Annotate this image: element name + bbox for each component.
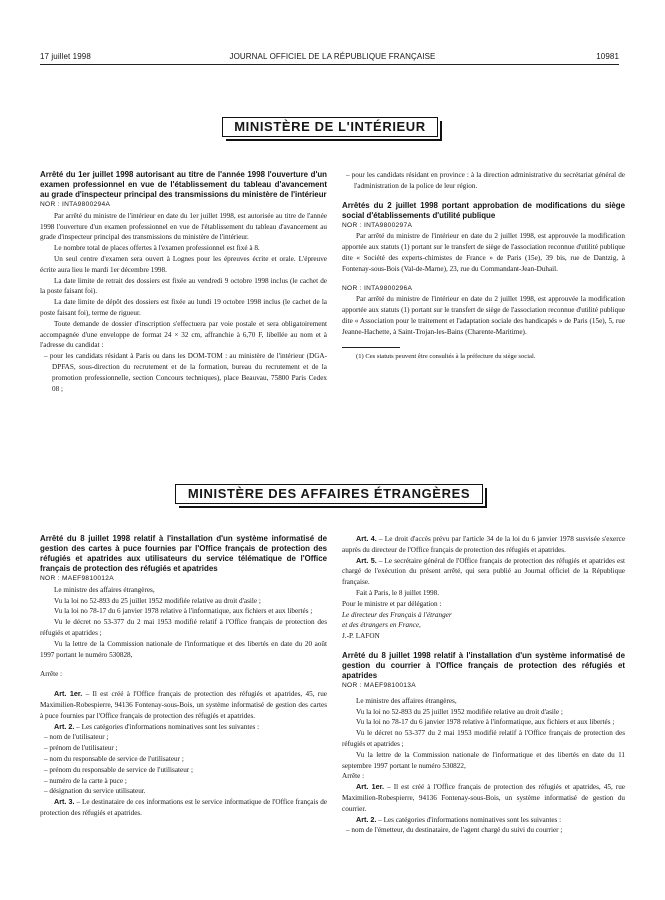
article <box>342 534 625 556</box>
paragraph: Par arrêté du ministre de l'intérieur en date du 1er juillet 1998, est autorisée au titre de l'année 1998 l'ouverture d'un examen professionnel en vue de l'établissement du tableau d'avancement au grade d'inspecteur principal des transmissions du ministère de l'intérieur. <box>40 211 327 242</box>
section-title-affaires-etrangeres: MINISTÈRE DES AFFAIRES ÉTRANGÈRES <box>175 484 483 504</box>
list-item: – pour les candidats résidant à Paris ou dans les DOM-TOM : au ministère de l'intérieur (DGA-DPFAS, sous-direction du recrutement et de la formation, bureau du recrutement et de la promotion professionnelle, section Concours techniques), place Beauvau, 75800 Paris Cedex 08 ; <box>44 352 327 393</box>
list-item: – nom de l'utilisateur ; <box>44 733 109 742</box>
signature-line: Pour le ministre et par délégation : <box>342 599 442 608</box>
article-label: Art. 2. <box>54 721 75 731</box>
list-item: – désignation du service utilisateur. <box>44 787 146 796</box>
article-label: Art. 3. <box>54 797 75 807</box>
arrete-heading: Arrête : <box>40 670 63 679</box>
header-page-number: 10981 <box>596 52 619 61</box>
paragraph: Par arrêté du ministre de l'intérieur en date du 2 juillet 1998, est approuvée la modification apportée aux statuts (1) portant sur le transfert de siège de l'association reconnue d'utilité publique dite « Association pour le traitement et l'adaptation sociale des handicapés » de Paris (15e), 5, rue Jeanne-Hachette, à Saint-Trojan-les-Bains (Charente-Maritime). <box>342 295 625 336</box>
paragraph: Le ministre des affaires étrangères, <box>54 585 155 594</box>
article <box>342 556 625 588</box>
paragraph: Un seul centre d'examen sera ouvert à Lognes pour les épreuves écrite et orale. L'épreuve écrite aura lieu le mardi 1er décembre 1998. <box>40 254 327 274</box>
article-label: Art. 4. <box>356 534 377 543</box>
signature-line: Le directeur des Français à l'étranger <box>342 610 452 619</box>
arretes-title: Arrêtés du 2 juillet 1998 portant approbation de modifications du siège social d'établissements d'utilité publique <box>342 200 625 220</box>
section-title-interieur: MINISTÈRE DE L'INTÉRIEUR <box>222 117 438 137</box>
signature-line: et des étrangers en France, <box>342 621 421 630</box>
list-item: – prénom de l'utilisateur ; <box>44 744 118 753</box>
list-item: – nom de l'émetteur, du destinataire, de l'agent chargé du suivi du courrier ; <box>346 826 563 835</box>
list-item: – prénom du responsable de service de l'utilisateur ; <box>44 765 193 774</box>
article-label: Art. 1er. <box>54 689 83 699</box>
nor-reference: NOR : INTA9800296A <box>342 284 413 292</box>
nor-reference: NOR : MAEF9810013A <box>342 681 416 689</box>
arrete-title: Arrêté du 1er juillet 1998 autorisant au titre de l'année 1998 l'ouverture d'un examen professionnel en vue de l'établissement du tableau d'avancement au grade d'inspecteur principal des transmissions du ministère de l'intérieur <box>40 170 327 199</box>
arrete-heading: Arrête : <box>342 772 365 781</box>
paragraph: Par arrêté du ministre de l'intérieur en date du 2 juillet 1998, est approuvée la modification apportée aux statuts (1) portant sur le transfert de siège de l'association reconnue d'utilité publique dite « Société des experts-chimistes de France » de Paris (15e), 39 bis, rue de Dantzig, à Fontenay-sous-Bois (Val-de-Marne), 23, rue du Commandant-Jean-Duhail. <box>342 232 625 273</box>
header-title: JOURNAL OFFICIEL DE LA RÉPUBLIQUE FRANÇAISE <box>229 52 436 61</box>
section1-left-column <box>40 170 327 394</box>
list-item: – pour les candidats résidant en province : à la direction administrative du secrétariat général de l'administration de la police de leur région. <box>346 171 625 190</box>
list-item: – nom du responsable de service de l'utilisateur ; <box>44 754 184 763</box>
section2-right-column <box>342 534 625 836</box>
paragraph: Vu le décret no 53-377 du 2 mai 1953 modifié relatif à l'Office français de protection des réfugiés et apatrides ; <box>342 729 625 748</box>
article-text: – Il est créé à l'Office français de protection des réfugiés et apatrides, 45, rue Maximilien-Robespierre, 94136 Fontenay-sous-Bois, un système informatisé de gestion du courrier. <box>342 783 625 813</box>
arrete-title: Arrêté du 8 juillet 1998 relatif à l'installation d'un système informatisé de gestion du courrier à l'Office français de protection des réfugiés et apatrides <box>342 650 625 680</box>
paragraph: Vu la loi no 78-17 du 6 janvier 1978 relative à l'informatique, aux fichiers et aux libertés ; <box>356 718 615 727</box>
paragraph: Toute demande de dossier d'inscription s'effectuera par voie postale et sera obligatoirement accompagnée d'une enveloppe de format 24 × 32 cm, affranchie à 6,70 F, libellée au nom et à l'adresse du candidat : <box>40 319 327 350</box>
nor-reference: NOR : INTA9800297A <box>342 221 413 229</box>
article <box>342 782 625 814</box>
header-date: 17 juillet 1998 <box>40 52 91 61</box>
article-text: – Le droit d'accès prévu par l'article 34 de la loi du 6 janvier 1978 susvisée s'exerce auprès du directeur de l'Office français de protection des réfugiés et apatrides. <box>342 535 626 554</box>
article-label: Art. 5. <box>356 555 377 565</box>
paragraph: Vu le décret no 53-377 du 2 mai 1953 modifié relatif à l'Office français de protection des réfugiés et apatrides ; <box>40 618 327 637</box>
article-text: – Les catégories d'informations nominatives sont les suivantes : <box>74 722 260 731</box>
paragraph: Le nombre total de places offertes à l'examen professionnel est fixé à 8. <box>54 244 260 253</box>
footnote: (1) Ces statuts peuvent être consultés à la préfecture du siège social. <box>356 352 536 360</box>
signatory-name: J.-P. LAFON <box>342 632 380 641</box>
paragraph: Vu la loi no 52-893 du 25 juillet 1952 modifiée relative au droit d'asile ; <box>54 596 261 605</box>
article-label: Art. 1er. <box>356 782 385 792</box>
paragraph: Vu la lettre de la Commission nationale de l'informatique et des libertés en date du 20 août 1997 portant le numéro 530828, <box>40 639 327 659</box>
nor-reference: NOR : INTA9800294A <box>40 201 111 208</box>
fait-line: Fait à Paris, le 8 juillet 1998. <box>356 588 440 597</box>
article-text: – Le secrétaire général de l'Office français de protection des réfugiés et apatrides est chargé de l'exécution du présent arrêté, qui sera publié au Journal officiel de la République française. <box>342 556 626 587</box>
article <box>40 689 327 721</box>
article-text: – Il est créé à l'Office français de protection des réfugiés et apatrides, 45, rue Maximilien-Robespierre, 94136 Fontenay-sous-Bois, un système informatisé de gestion des cartes à puce fournies par l'Office français de protection des réfugiés et apatrides. <box>40 690 327 720</box>
article <box>40 797 327 819</box>
header-rule <box>40 64 619 65</box>
article <box>342 815 625 826</box>
paragraph: Vu la lettre de la Commission nationale de l'informatique et des libertés en date du 11 septembre 1997 portant le numéro 530822, <box>342 750 625 770</box>
article-label: Art. 2. <box>356 814 377 824</box>
article-text: – Les catégories d'informations nominatives sont les suivantes : <box>376 815 562 824</box>
arrete-title: Arrêté du 8 juillet 1998 relatif à l'installation d'un système informatisé de gestion des cartes à puce fournies par l'Office français de protection des réfugiés et apatrides aux utilisateurs du service télématique de l'Office français de protection des réfugiés et apatrides <box>40 534 327 573</box>
nor-reference: NOR : MAEF9810012A <box>40 575 114 582</box>
paragraph: Vu la loi no 78-17 du 6 janvier 1978 relative à l'informatique, aux fichiers et aux libertés ; <box>54 607 313 616</box>
list-item: – numéro de la carte à puce ; <box>44 776 127 785</box>
paragraph: La date limite de retrait des dossiers est fixée au vendredi 9 octobre 1998 inclus (le cachet de la poste faisant foi). <box>40 276 327 296</box>
section2-left-column <box>40 534 327 819</box>
paragraph: Le ministre des affaires étrangères, <box>356 696 457 705</box>
section1-right-column <box>342 170 625 362</box>
paragraph: La date limite de dépôt des dossiers est fixée au lundi 19 octobre 1998 inclus (le cachet de la poste faisant foi), terme de rigueur. <box>40 298 327 317</box>
footnote-rule <box>342 347 400 348</box>
article-text: – Le destinataire de ces informations est le service informatique de l'Office français de protection des réfugiés et apatrides. <box>40 798 327 817</box>
paragraph: Vu la loi no 52-893 du 25 juillet 1952 modifiée relative au droit d'asile ; <box>356 707 563 716</box>
article <box>40 722 327 733</box>
